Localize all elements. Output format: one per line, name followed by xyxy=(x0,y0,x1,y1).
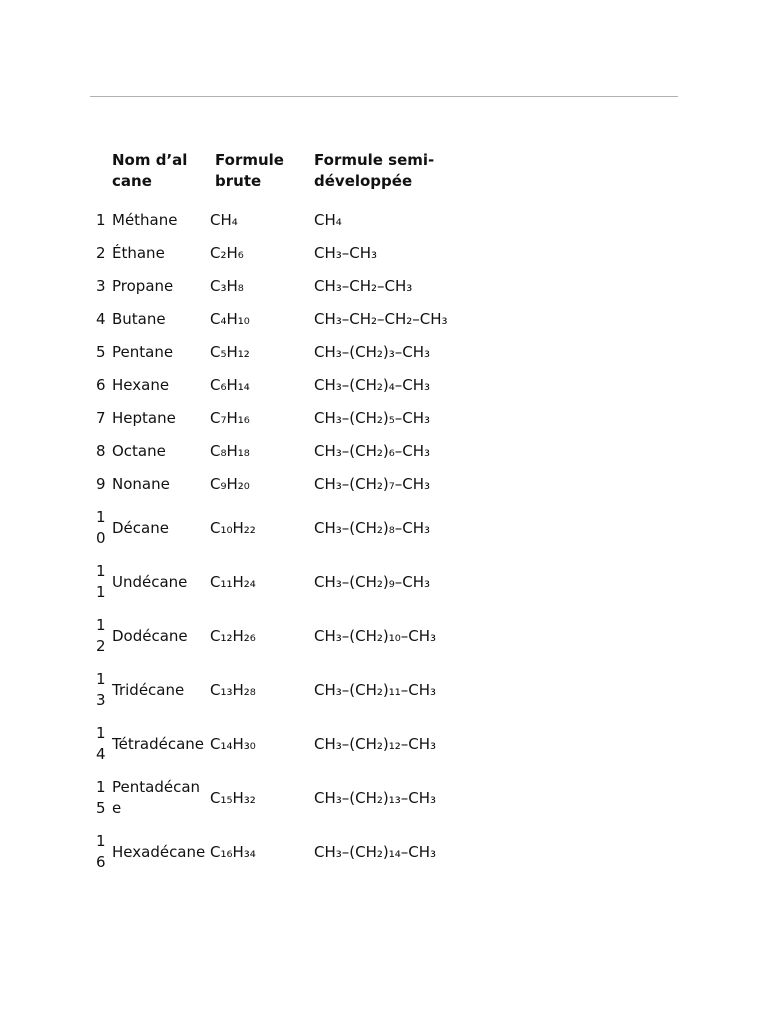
table-row xyxy=(90,771,484,825)
table-row xyxy=(90,825,484,879)
formule-brute: C₄H₁₀ xyxy=(210,310,250,328)
alkane-name: Pentadécane xyxy=(112,778,201,817)
row-number-cell xyxy=(90,369,112,402)
formule-brute: CH₄ xyxy=(210,211,238,229)
formule-brute: C₈H₁₈ xyxy=(210,442,250,460)
row-number-cell xyxy=(90,270,112,303)
formule-brute: C₆H₁₄ xyxy=(210,376,250,394)
alkane-name: Butane xyxy=(112,310,166,328)
row-number-cell xyxy=(90,402,112,435)
alkane-name-cell xyxy=(112,204,210,237)
row-number-cell xyxy=(90,435,112,468)
row-number-cell xyxy=(90,825,112,879)
formule-brute: C₇H₁₆ xyxy=(210,409,250,427)
table-row xyxy=(90,555,484,609)
alkane-name: Décane xyxy=(112,518,169,537)
table-row xyxy=(90,303,484,336)
alkane-name-cell xyxy=(112,435,210,468)
row-number: 14 xyxy=(96,724,106,763)
row-number: 13 xyxy=(96,670,106,709)
table-row xyxy=(90,336,484,369)
row-number-cell xyxy=(90,771,112,825)
formule-brute: C₂H₆ xyxy=(210,244,244,262)
row-number-cell xyxy=(90,336,112,369)
row-number-cell xyxy=(90,501,112,555)
alkane-name-cell xyxy=(112,609,210,663)
row-number: 4 xyxy=(96,310,106,328)
row-number: 3 xyxy=(96,277,106,295)
alkane-name-cell xyxy=(112,270,210,303)
row-number: 1 xyxy=(96,211,106,229)
row-number: 10 xyxy=(96,508,106,547)
alkane-name: Tétradécane xyxy=(112,734,205,753)
row-number-cell xyxy=(90,555,112,609)
row-number: 5 xyxy=(96,343,106,361)
row-number-cell xyxy=(90,303,112,336)
formule-semi-developpee: CH₃–(CH₂)₈–CH₃ xyxy=(314,518,431,537)
table-body xyxy=(90,204,484,879)
table-row xyxy=(90,468,484,501)
alkane-name: Dodécane xyxy=(112,626,188,645)
header-name-label: Nom d’alcane xyxy=(112,151,188,190)
table-header xyxy=(90,148,484,204)
formule-semi-developpee: CH₃–(CH₂)₃–CH₃ xyxy=(314,343,431,361)
formule-brute: C₉H₂₀ xyxy=(210,475,250,493)
table-row xyxy=(90,717,484,771)
alkane-name-cell xyxy=(112,555,210,609)
table-row xyxy=(90,270,484,303)
formule-brute: C₁₀H₂₂ xyxy=(210,518,256,537)
alkane-name-cell xyxy=(112,237,210,270)
row-number: 16 xyxy=(96,832,106,871)
alkane-name-cell xyxy=(112,771,210,825)
header-semi xyxy=(314,148,484,204)
row-number: 9 xyxy=(96,475,106,493)
alkane-name-cell xyxy=(112,336,210,369)
row-number: 12 xyxy=(96,616,106,655)
row-number: 6 xyxy=(96,376,106,394)
alkane-name: Hexane xyxy=(112,376,170,394)
table-row xyxy=(90,237,484,270)
table-row xyxy=(90,369,484,402)
formule-semi-developpee: CH₃–(CH₂)₁₀–CH₃ xyxy=(314,626,437,645)
formule-semi-developpee: CH₃–CH₂–CH₃ xyxy=(314,277,413,295)
table-row xyxy=(90,204,484,237)
formule-semi-developpee: CH₃–(CH₂)₅–CH₃ xyxy=(314,409,431,427)
top-horizontal-rule xyxy=(90,96,678,97)
alkane-name-cell xyxy=(112,663,210,717)
header-number xyxy=(90,148,112,204)
row-number: 7 xyxy=(96,409,106,427)
alkane-name: Undécane xyxy=(112,572,188,591)
alkane-name: Hexadécane xyxy=(112,842,206,861)
table-row xyxy=(90,402,484,435)
formule-brute: C₁₁H₂₄ xyxy=(210,572,256,591)
alkane-name-cell xyxy=(112,303,210,336)
alkane-name-cell xyxy=(112,468,210,501)
alkanes-table xyxy=(90,148,484,879)
alkane-name: Pentane xyxy=(112,343,174,361)
formule-semi-developpee: CH₃–(CH₂)₄–CH₃ xyxy=(314,376,431,394)
formule-brute: C₁₃H₂₈ xyxy=(210,680,256,699)
row-number: 8 xyxy=(96,442,106,460)
alkane-name: Éthane xyxy=(112,244,165,262)
formule-brute: C₁₅H₃₂ xyxy=(210,788,256,807)
row-number: 15 xyxy=(96,778,106,817)
row-number-cell xyxy=(90,204,112,237)
table-row xyxy=(90,435,484,468)
formule-semi-developpee: CH₃–(CH₂)₁₄–CH₃ xyxy=(314,842,437,861)
formule-brute: C₁₆H₃₄ xyxy=(210,842,256,861)
alkane-name: Méthane xyxy=(112,211,178,229)
table-row xyxy=(90,663,484,717)
header-semi-label: Formule semi-développée xyxy=(314,151,435,190)
header-row xyxy=(90,148,484,204)
formule-semi-developpee: CH₃–(CH₂)₉–CH₃ xyxy=(314,572,431,591)
formule-brute: C₅H₁₂ xyxy=(210,343,250,361)
alkane-name-cell xyxy=(112,402,210,435)
row-number: 2 xyxy=(96,244,106,262)
formule-semi-developpee: CH₄ xyxy=(314,211,342,229)
row-number-cell xyxy=(90,609,112,663)
alkane-name-cell xyxy=(112,501,210,555)
formule-brute: C₃H₈ xyxy=(210,277,244,295)
alkane-name-cell xyxy=(112,825,210,879)
header-brute-label: Formule brute xyxy=(215,151,284,190)
table-row xyxy=(90,609,484,663)
alkane-name-cell xyxy=(112,717,210,771)
formule-brute: C₁₂H₂₆ xyxy=(210,626,256,645)
row-number-cell xyxy=(90,717,112,771)
row-number-cell xyxy=(90,468,112,501)
alkane-name-cell xyxy=(112,369,210,402)
formule-semi-developpee: CH₃–(CH₂)₆–CH₃ xyxy=(314,442,431,460)
formule-semi-developpee: CH₃–(CH₂)₁₃–CH₃ xyxy=(314,788,437,807)
formule-brute: C₁₄H₃₀ xyxy=(210,734,256,753)
formule-semi-developpee: CH₃–CH₂–CH₂–CH₃ xyxy=(314,310,448,328)
alkane-name: Heptane xyxy=(112,409,176,427)
formule-semi-developpee: CH₃–(CH₂)₇–CH₃ xyxy=(314,475,431,493)
alkane-name: Tridécane xyxy=(112,680,185,699)
row-number-cell xyxy=(90,663,112,717)
row-number-cell xyxy=(90,237,112,270)
header-brute xyxy=(210,148,314,204)
header-name xyxy=(112,148,210,204)
formule-semi-developpee: CH₃–CH₃ xyxy=(314,244,378,262)
alkane-name: Octane xyxy=(112,442,166,460)
formule-semi-developpee: CH₃–(CH₂)₁₂–CH₃ xyxy=(314,734,437,753)
alkane-name: Propane xyxy=(112,277,174,295)
row-number: 11 xyxy=(96,562,106,601)
formule-semi-developpee: CH₃–(CH₂)₁₁–CH₃ xyxy=(314,680,437,699)
table-row xyxy=(90,501,484,555)
alkane-name: Nonane xyxy=(112,475,170,493)
